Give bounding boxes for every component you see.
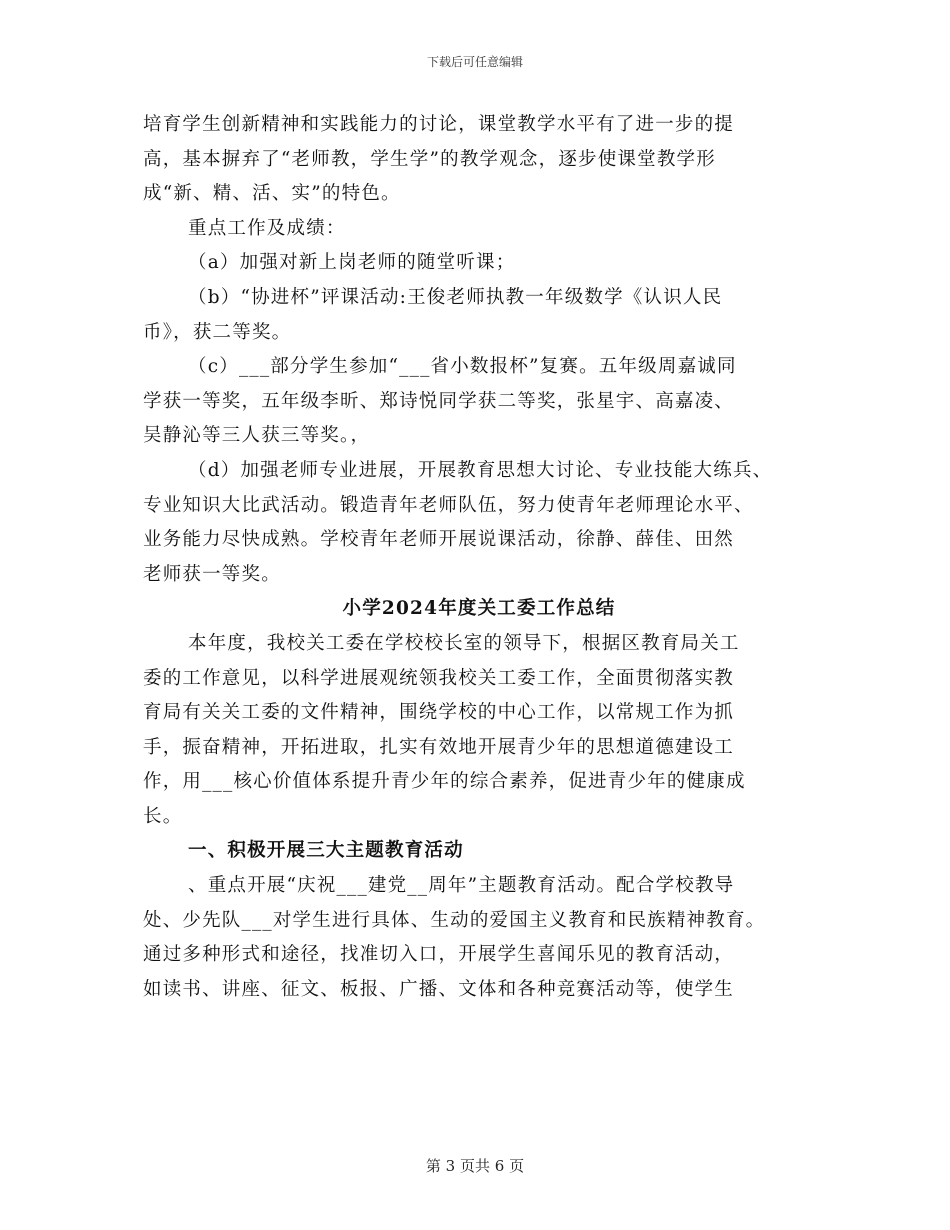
activity-line: 如读书、讲座、征文、板报、广播、文体和各种竞赛活动等，使学生 xyxy=(143,978,735,1000)
section-title: 小学2024年度关工委工作总结 xyxy=(342,598,616,620)
body-line: 币》，获二等奖。 xyxy=(143,321,292,343)
body-line: 老师获一等奖。 xyxy=(143,563,281,585)
section-heading: 一、积极开展三大主题教育活动 xyxy=(188,840,464,862)
activity-line: 处、少先队___对学生进行具体、生动的爱国主义教育和民族精神教育。 xyxy=(143,909,766,931)
intro-line: 委的工作意见，以科学进展观统领我校关工委工作，全面贯彻落实教 xyxy=(143,667,735,689)
activity-line: 、重点开展“庆祝___建党__周年”主题教育活动。配合学校教导 xyxy=(188,875,735,897)
body-line: 吴静沁等三人获三等奖。， xyxy=(143,425,371,447)
body-line: 成“新、精、活、实”的特色。 xyxy=(143,183,401,205)
intro-line: 手，振奋精神，开拓进取，扎实有效地开展青少年的思想道德建设工 xyxy=(143,736,735,758)
body-line: 重点工作及成绩： xyxy=(188,217,346,239)
body-line: （b）“协进杯”评课活动:王俊老师执教一年级数学《认识人民 xyxy=(188,286,723,308)
body-line: 专业知识大比武活动。锻造青年老师队伍，努力使青年老师理论水平、 xyxy=(143,494,754,516)
body-line: （c）___部分学生参加“___省小数报杯”复赛。五年级周嘉诚同 xyxy=(188,356,737,378)
body-line: 高，基本摒弃了“老师教，学生学”的教学观念，逐步使课堂教学形 xyxy=(143,148,716,170)
document-body xyxy=(143,108,815,1007)
page-header: 下载后可任意编辑 xyxy=(426,55,523,69)
body-line: 学获一等奖，五年级李昕、郑诗悦同学获二等奖，张星宇、高嘉凌、 xyxy=(143,390,735,412)
body-line: 培育学生创新精神和实践能力的讨论，课堂教学水平有了进一步的提 xyxy=(143,114,735,135)
body-line: （d）加强老师专业进展，开展教育思想大讨论、专业技能大练兵、 xyxy=(188,459,773,481)
intro-line: 育局有关关工委的文件精神，围绕学校的中心工作，以常规工作为抓 xyxy=(143,702,735,724)
body-line: 业务能力尽快成熟。学校青年老师开展说课活动，徐静、薛佳、田然 xyxy=(143,529,735,551)
body-line: （a）加强对新上岗老师的随堂听课； xyxy=(188,252,516,274)
intro-line: 作，用___核心价值体系提升青少年的综合素养，促进青少年的健康成 xyxy=(143,771,746,793)
activity-line: 通过多种形式和途径，找准切入口，开展学生喜闻乐见的教育活动， xyxy=(143,944,735,966)
page-footer: 第 3 页共 6 页 xyxy=(425,1157,525,1175)
intro-line: 长。 xyxy=(143,805,183,827)
intro-line: 本年度，我校关工委在学校校长室的领导下，根据区教育局关工 xyxy=(188,632,740,654)
